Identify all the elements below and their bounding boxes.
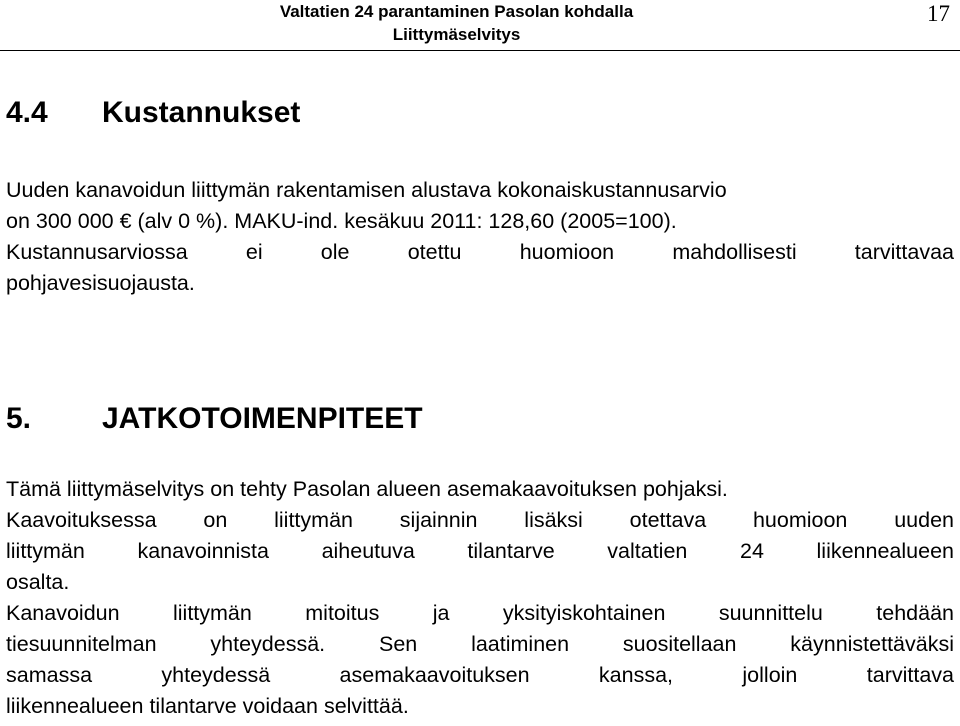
paragraph-line: liikennealueen tilantarve voidaan selvittää. xyxy=(6,694,409,718)
header-divider xyxy=(0,50,960,51)
paragraph-line: Kustannusarviossa ei ole otettu huomioon mahdollisesti tarvittavaa xyxy=(6,240,954,264)
paragraph-line: pohjavesisuojausta. xyxy=(6,271,195,295)
paragraph-line: samassa yhteydessä asemakaavoituksen kanssa, jolloin tarvittava xyxy=(6,663,954,687)
document-title xyxy=(245,0,668,46)
section-heading-next-steps xyxy=(6,401,423,437)
page-number: 17 xyxy=(927,1,950,26)
document-title-line-2: Liittymäselvitys xyxy=(392,25,521,44)
paragraph-line: liittymän kanavoinnista aiheutuva tilantarve valtatien 24 liikennealueen xyxy=(6,539,954,563)
costs-paragraph xyxy=(6,175,954,299)
paragraph-line: tiesuunnitelman yhteydessä. Sen laatiminen suositellaan käynnistettäväksi xyxy=(6,632,954,656)
paragraph-line: on 300 000 € (alv 0 %). MAKU-ind. kesäkuu 2011: 128,60 (2005=100). xyxy=(6,209,677,233)
section-heading-costs xyxy=(6,95,300,131)
section-title: Kustannukset xyxy=(102,96,301,129)
paragraph-line: Uuden kanavoidun liittymän rakentamisen alustava kokonaiskustannusarvio xyxy=(6,178,727,202)
document-title-line-1: Valtatien 24 parantaminen Pasolan kohdalla xyxy=(279,2,634,21)
section-title: JATKOTOIMENPITEET xyxy=(102,402,423,435)
paragraph-line: Tämä liittymäselvitys on tehty Pasolan alueen asemakaavoituksen pohjaksi. xyxy=(6,477,728,501)
next-steps-paragraph xyxy=(6,474,954,722)
section-number: 5. xyxy=(6,402,32,435)
paragraph-line: Kanavoidun liittymän mitoitus ja yksityiskohtainen suunnittelu tehdään xyxy=(6,601,954,625)
paragraph-line: Kaavoituksessa on liittymän sijainnin lisäksi otettava huomioon uuden xyxy=(6,508,954,532)
section-number: 4.4 xyxy=(6,96,48,129)
paragraph-line: osalta. xyxy=(6,570,70,594)
page-header xyxy=(0,0,960,50)
